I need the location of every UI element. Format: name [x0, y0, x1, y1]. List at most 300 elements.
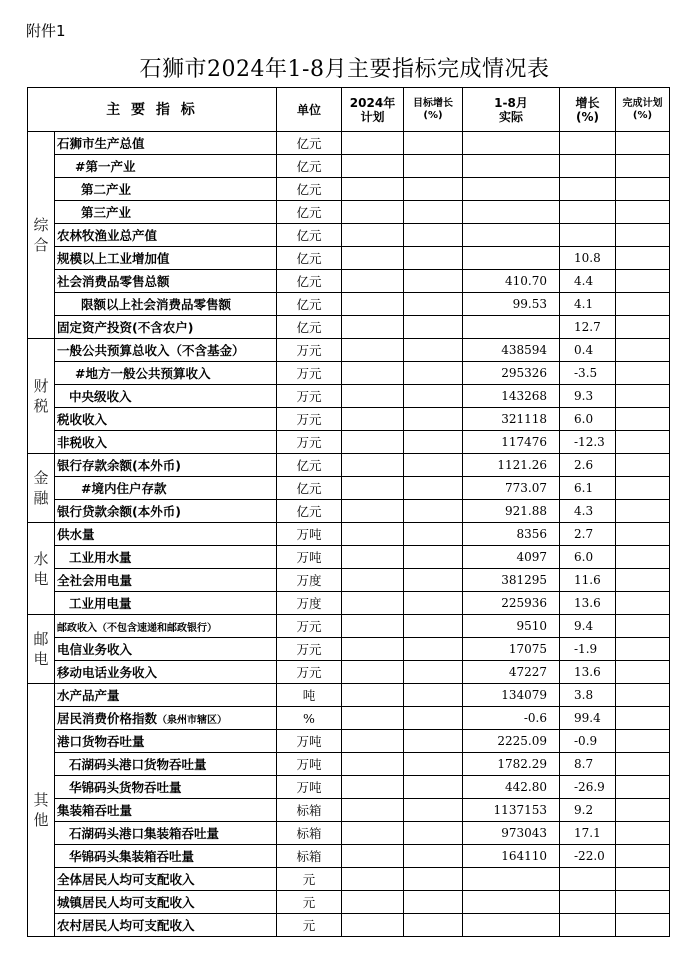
indicator-name-text: 移动电话业务收入 — [57, 665, 158, 680]
target-growth-cell — [404, 730, 463, 753]
indicator-name-text: 固定资产投资(不含农户) — [57, 320, 194, 335]
completion-cell — [616, 339, 670, 362]
target-growth-cell — [404, 684, 463, 707]
actual-cell — [463, 201, 560, 224]
plan-cell — [342, 776, 404, 799]
actual-cell: 295326 — [463, 362, 560, 385]
actual-cell — [463, 178, 560, 201]
table-row — [28, 615, 670, 638]
target-growth-cell — [404, 316, 463, 339]
completion-cell — [616, 523, 670, 546]
actual-cell: 442.80 — [463, 776, 560, 799]
completion-cell — [616, 270, 670, 293]
plan-cell — [342, 822, 404, 845]
growth-cell — [560, 132, 616, 155]
growth-cell — [560, 868, 616, 891]
table-row — [28, 546, 670, 569]
growth-cell: 9.3 — [560, 385, 616, 408]
indicator-name-text: 居民消费价格指数 — [57, 711, 158, 726]
plan-cell — [342, 914, 404, 937]
target-growth-cell — [404, 201, 463, 224]
indicator-note: （泉州市辖区） — [157, 715, 228, 726]
completion-cell — [616, 753, 670, 776]
growth-cell: 6.0 — [560, 546, 616, 569]
growth-cell: 4.3 — [560, 500, 616, 523]
indicator-name — [55, 500, 277, 523]
completion-cell — [616, 132, 670, 155]
actual-cell: 225936 — [463, 592, 560, 615]
unit-cell: 万元 — [277, 615, 342, 638]
indicator-table — [27, 87, 670, 937]
target-growth-cell — [404, 592, 463, 615]
indicator-name-text: #境内住户存款 — [81, 481, 167, 496]
actual-cell: 164110 — [463, 845, 560, 868]
indicator-name — [55, 661, 277, 684]
plan-cell — [342, 270, 404, 293]
target-growth-cell — [404, 132, 463, 155]
indicator-name-text: 电信业务收入 — [57, 642, 133, 657]
growth-cell: 12.7 — [560, 316, 616, 339]
growth-cell: 2.6 — [560, 454, 616, 477]
indicator-name — [55, 776, 277, 799]
indicator-name-text: 石湖码头港口货物吞吐量 — [69, 757, 207, 772]
table-row — [28, 523, 670, 546]
indicator-name-text: 港口货物吞吐量 — [57, 734, 145, 749]
indicator-name-text: 供水量 — [57, 527, 95, 542]
plan-cell — [342, 546, 404, 569]
plan-cell — [342, 293, 404, 316]
indicator-name-text: 水产品产量 — [57, 688, 120, 703]
table-row — [28, 477, 670, 500]
unit-cell: 万元 — [277, 431, 342, 454]
table-row — [28, 776, 670, 799]
unit-cell: 万元 — [277, 385, 342, 408]
completion-cell — [616, 178, 670, 201]
target-growth-cell — [404, 385, 463, 408]
plan-cell — [342, 316, 404, 339]
actual-cell — [463, 247, 560, 270]
actual-cell: -0.6 — [463, 707, 560, 730]
unit-cell: 万元 — [277, 408, 342, 431]
target-growth-cell — [404, 845, 463, 868]
actual-cell — [463, 132, 560, 155]
target-growth-cell — [404, 270, 463, 293]
actual-cell — [463, 316, 560, 339]
attachment-label: 附件1 — [26, 22, 66, 40]
table-row — [28, 431, 670, 454]
actual-cell — [463, 914, 560, 937]
indicator-name-text: 农村居民人均可支配收入 — [57, 918, 195, 933]
indicator-name — [55, 891, 277, 914]
indicator-name-text: 农林牧渔业总产值 — [57, 228, 158, 243]
table-row — [28, 247, 670, 270]
indicator-name-text: 税收收入 — [57, 412, 108, 427]
actual-cell: 47227 — [463, 661, 560, 684]
plan-cell — [342, 477, 404, 500]
completion-cell — [616, 776, 670, 799]
target-growth-cell — [404, 477, 463, 500]
target-growth-cell — [404, 178, 463, 201]
target-growth-cell — [404, 546, 463, 569]
category-label: 综合 — [28, 132, 55, 339]
table-row — [28, 914, 670, 937]
actual-cell: 410.70 — [463, 270, 560, 293]
actual-cell: 1782.29 — [463, 753, 560, 776]
indicator-name-text: 全体居民人均可支配收入 — [57, 872, 195, 887]
actual-cell: 381295 — [463, 569, 560, 592]
unit-cell: 亿元 — [277, 270, 342, 293]
plan-cell — [342, 661, 404, 684]
table-row — [28, 891, 670, 914]
header-actual: 1-8月 实际 — [463, 88, 560, 132]
indicator-name — [55, 730, 277, 753]
indicator-name-text: 第三产业 — [81, 205, 132, 220]
indicator-name — [55, 132, 277, 155]
table-row — [28, 822, 670, 845]
plan-cell — [342, 868, 404, 891]
completion-cell — [616, 385, 670, 408]
target-growth-cell — [404, 753, 463, 776]
indicator-name-text: 集装箱吞吐量 — [57, 803, 133, 818]
indicator-name — [55, 868, 277, 891]
growth-cell: 11.6 — [560, 569, 616, 592]
completion-cell — [616, 707, 670, 730]
growth-cell: 17.1 — [560, 822, 616, 845]
table-row — [28, 661, 670, 684]
target-growth-cell — [404, 914, 463, 937]
unit-cell: 万吨 — [277, 753, 342, 776]
completion-cell — [616, 362, 670, 385]
actual-cell — [463, 868, 560, 891]
growth-cell: -12.3 — [560, 431, 616, 454]
plan-cell — [342, 707, 404, 730]
page-title: 石狮市2024年1-8月主要指标完成情况表 — [139, 57, 550, 82]
plan-cell — [342, 454, 404, 477]
target-growth-cell — [404, 569, 463, 592]
indicator-name — [55, 431, 277, 454]
target-growth-cell — [404, 868, 463, 891]
table-row — [28, 454, 670, 477]
unit-cell: 标箱 — [277, 845, 342, 868]
header-growth: 增长 (%) — [560, 88, 616, 132]
plan-cell — [342, 592, 404, 615]
indicator-name-text: 邮政收入（不包含速递和邮政银行） — [57, 622, 217, 634]
table-row — [28, 293, 670, 316]
growth-cell: 9.4 — [560, 615, 616, 638]
target-growth-cell — [404, 247, 463, 270]
table-row — [28, 178, 670, 201]
table-row — [28, 799, 670, 822]
plan-cell — [342, 385, 404, 408]
indicator-name-text: 规模以上工业增加值 — [57, 251, 170, 266]
plan-cell — [342, 684, 404, 707]
completion-cell — [616, 201, 670, 224]
completion-cell — [616, 684, 670, 707]
target-growth-cell — [404, 776, 463, 799]
growth-cell — [560, 201, 616, 224]
indicator-name-text: 第二产业 — [81, 182, 132, 197]
growth-cell: 2.7 — [560, 523, 616, 546]
completion-cell — [616, 155, 670, 178]
completion-cell — [616, 914, 670, 937]
table-row — [28, 684, 670, 707]
plan-cell — [342, 247, 404, 270]
actual-cell: 17075 — [463, 638, 560, 661]
actual-cell: 8356 — [463, 523, 560, 546]
actual-cell — [463, 224, 560, 247]
actual-cell: 99.53 — [463, 293, 560, 316]
plan-cell — [342, 408, 404, 431]
indicator-name — [55, 247, 277, 270]
target-growth-cell — [404, 661, 463, 684]
table-row — [28, 730, 670, 753]
completion-cell — [616, 316, 670, 339]
actual-cell: 321118 — [463, 408, 560, 431]
growth-cell: -26.9 — [560, 776, 616, 799]
header-row — [28, 88, 670, 132]
table-row — [28, 339, 670, 362]
completion-cell — [616, 569, 670, 592]
growth-cell: -0.9 — [560, 730, 616, 753]
growth-cell: 10.8 — [560, 247, 616, 270]
table-row — [28, 362, 670, 385]
unit-cell: 万元 — [277, 661, 342, 684]
unit-cell: 亿元 — [277, 454, 342, 477]
target-growth-cell — [404, 523, 463, 546]
indicator-name-text: 华锦码头集装箱吞吐量 — [69, 849, 195, 864]
actual-cell: 117476 — [463, 431, 560, 454]
growth-cell — [560, 914, 616, 937]
table-row — [28, 592, 670, 615]
target-growth-cell — [404, 638, 463, 661]
actual-cell: 921.88 — [463, 500, 560, 523]
table-row — [28, 155, 670, 178]
indicator-name — [55, 684, 277, 707]
actual-cell: 134079 — [463, 684, 560, 707]
completion-cell — [616, 638, 670, 661]
indicator-name — [55, 316, 277, 339]
header-plan: 2024年 计划 — [342, 88, 404, 132]
indicator-name-text: 城镇居民人均可支配收入 — [57, 895, 195, 910]
growth-cell: 6.1 — [560, 477, 616, 500]
unit-cell: 万元 — [277, 339, 342, 362]
indicator-name — [55, 546, 277, 569]
plan-cell — [342, 615, 404, 638]
completion-cell — [616, 868, 670, 891]
growth-cell: -1.9 — [560, 638, 616, 661]
plan-cell — [342, 178, 404, 201]
actual-cell: 1137153 — [463, 799, 560, 822]
table-row — [28, 132, 670, 155]
header-target-growth: 目标增长 (%) — [404, 88, 463, 132]
completion-cell — [616, 224, 670, 247]
category-label: 金融 — [28, 454, 55, 523]
plan-cell — [342, 799, 404, 822]
unit-cell: 亿元 — [277, 155, 342, 178]
plan-cell — [342, 500, 404, 523]
target-growth-cell — [404, 707, 463, 730]
indicator-name-text: 华锦码头货物吞吐量 — [69, 780, 182, 795]
growth-cell: 9.2 — [560, 799, 616, 822]
header-indicator: 主 要 指 标 — [28, 88, 277, 132]
unit-cell: 吨 — [277, 684, 342, 707]
plan-cell — [342, 362, 404, 385]
indicator-name — [55, 270, 277, 293]
growth-cell — [560, 155, 616, 178]
indicator-name — [55, 155, 277, 178]
actual-cell: 973043 — [463, 822, 560, 845]
growth-cell: 13.6 — [560, 592, 616, 615]
plan-cell — [342, 753, 404, 776]
table-row — [28, 201, 670, 224]
category-label: 邮电 — [28, 615, 55, 684]
target-growth-cell — [404, 224, 463, 247]
unit-cell: 标箱 — [277, 799, 342, 822]
unit-cell: 元 — [277, 891, 342, 914]
plan-cell — [342, 730, 404, 753]
growth-cell: -22.0 — [560, 845, 616, 868]
unit-cell: 万吨 — [277, 546, 342, 569]
actual-cell: 4097 — [463, 546, 560, 569]
plan-cell — [342, 891, 404, 914]
target-growth-cell — [404, 454, 463, 477]
target-growth-cell — [404, 293, 463, 316]
completion-cell — [616, 615, 670, 638]
indicator-name — [55, 523, 277, 546]
actual-cell: 9510 — [463, 615, 560, 638]
plan-cell — [342, 569, 404, 592]
unit-cell: 万元 — [277, 362, 342, 385]
actual-cell — [463, 891, 560, 914]
plan-cell — [342, 845, 404, 868]
indicator-name — [55, 362, 277, 385]
completion-cell — [616, 661, 670, 684]
indicator-name-text: 工业用电量 — [69, 596, 132, 611]
unit-cell: 亿元 — [277, 247, 342, 270]
indicator-name — [55, 615, 277, 638]
indicator-name-text: #地方一般公共预算收入 — [75, 366, 211, 381]
completion-cell — [616, 247, 670, 270]
indicator-name-text: 石狮市生产总值 — [57, 136, 145, 151]
indicator-name — [55, 178, 277, 201]
target-growth-cell — [404, 339, 463, 362]
actual-cell: 143268 — [463, 385, 560, 408]
header-unit: 单位 — [277, 88, 342, 132]
growth-cell — [560, 891, 616, 914]
growth-cell: -3.5 — [560, 362, 616, 385]
completion-cell — [616, 408, 670, 431]
category-label: 水电 — [28, 523, 55, 615]
completion-cell — [616, 799, 670, 822]
table-row — [28, 316, 670, 339]
indicator-name — [55, 914, 277, 937]
indicator-name-text: 限额以上社会消费品零售额 — [81, 297, 232, 312]
indicator-name — [55, 638, 277, 661]
indicator-name — [55, 753, 277, 776]
growth-cell: 13.6 — [560, 661, 616, 684]
indicator-name-text: 全社会用电量 — [57, 573, 133, 588]
unit-cell: 万吨 — [277, 776, 342, 799]
indicator-name — [55, 822, 277, 845]
target-growth-cell — [404, 500, 463, 523]
actual-cell — [463, 155, 560, 178]
actual-cell: 2225.09 — [463, 730, 560, 753]
plan-cell — [342, 339, 404, 362]
indicator-name — [55, 569, 277, 592]
unit-cell: 万元 — [277, 638, 342, 661]
table-row — [28, 638, 670, 661]
header-completion: 完成计划 (%) — [616, 88, 670, 132]
plan-cell — [342, 431, 404, 454]
unit-cell: 亿元 — [277, 316, 342, 339]
table-row — [28, 868, 670, 891]
unit-cell: 万吨 — [277, 523, 342, 546]
indicator-name — [55, 339, 277, 362]
unit-cell: 元 — [277, 914, 342, 937]
table-row — [28, 845, 670, 868]
unit-cell: 亿元 — [277, 201, 342, 224]
growth-cell: 6.0 — [560, 408, 616, 431]
actual-cell: 1121.26 — [463, 454, 560, 477]
completion-cell — [616, 592, 670, 615]
table-row — [28, 569, 670, 592]
indicator-name-text: 中央级收入 — [69, 389, 132, 404]
indicator-name-text: 非税收入 — [57, 435, 108, 450]
completion-cell — [616, 822, 670, 845]
growth-cell: 4.4 — [560, 270, 616, 293]
indicator-name-text: 石湖码头港口集装箱吞吐量 — [69, 826, 220, 841]
plan-cell — [342, 201, 404, 224]
unit-cell: 亿元 — [277, 224, 342, 247]
indicator-name — [55, 293, 277, 316]
target-growth-cell — [404, 822, 463, 845]
target-growth-cell — [404, 408, 463, 431]
growth-cell: 8.7 — [560, 753, 616, 776]
growth-cell — [560, 224, 616, 247]
unit-cell: 标箱 — [277, 822, 342, 845]
completion-cell — [616, 546, 670, 569]
completion-cell — [616, 891, 670, 914]
unit-cell: 亿元 — [277, 132, 342, 155]
target-growth-cell — [404, 615, 463, 638]
completion-cell — [616, 293, 670, 316]
growth-cell: 99.4 — [560, 707, 616, 730]
indicator-name — [55, 224, 277, 247]
plan-cell — [342, 638, 404, 661]
growth-cell — [560, 178, 616, 201]
completion-cell — [616, 500, 670, 523]
completion-cell — [616, 454, 670, 477]
table-row — [28, 270, 670, 293]
unit-cell: 亿元 — [277, 500, 342, 523]
table-row — [28, 408, 670, 431]
unit-cell: 万度 — [277, 569, 342, 592]
indicator-name-text: 银行贷款余额(本外币) — [57, 504, 181, 519]
actual-cell: 773.07 — [463, 477, 560, 500]
unit-cell: 亿元 — [277, 178, 342, 201]
unit-cell: 亿元 — [277, 293, 342, 316]
indicator-name — [55, 454, 277, 477]
table-row — [28, 500, 670, 523]
completion-cell — [616, 431, 670, 454]
plan-cell — [342, 224, 404, 247]
growth-cell: 3.8 — [560, 684, 616, 707]
completion-cell — [616, 730, 670, 753]
indicator-name — [55, 201, 277, 224]
indicator-name — [55, 477, 277, 500]
completion-cell — [616, 845, 670, 868]
target-growth-cell — [404, 891, 463, 914]
